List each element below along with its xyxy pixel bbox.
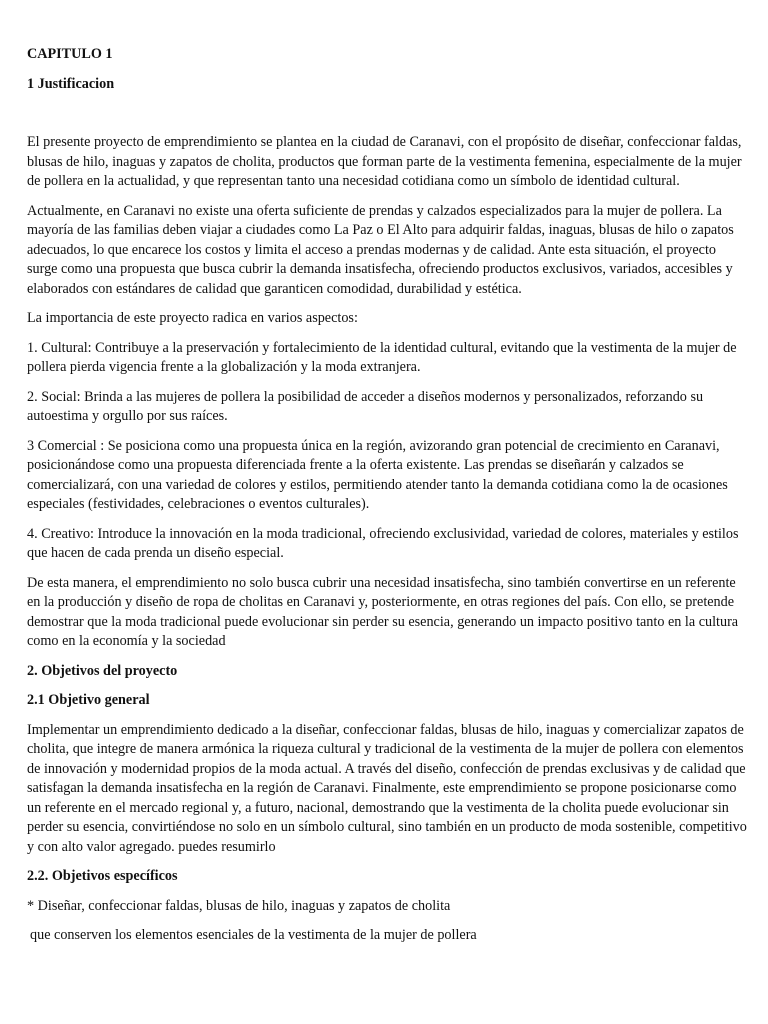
paragraph-importance: La importancia de este proyecto radica en varios aspectos: <box>27 310 358 326</box>
paragraph-objetivo-general: Implementar un emprendimiento dedicado a la diseñar, confeccionar faldas, blusas de hilo, inaguas y comercializar zapatos de cholita, que integre de manera armónica la riqueza cultural y tradicional de la vestimenta de la mujer de pollera con elementos de innovación y modernidad propios de la moda actual. A través del diseño, confección de prendas exclusivas y de calidad que satisfagan la demanda insatisfecha en la región de Caranavi. Finalmente, este emprendimiento se propone posicionarse como un referente en el mercado regional y, a futuro, nacional, demostrando que la vestimenta de la cholita puede evolucionar sin perder su esencia, convirtiéndose no solo en un símbolo cultural, sino también en un producto de moda sostenible, competitivo y con alto valor agregado. puedes resumirlo <box>27 721 747 855</box>
document-page <box>27 45 747 956</box>
list-item-social: 2. Social: Brinda a las mujeres de pollera la posibilidad de acceder a diseños modernos y personalizados, reforzando su autoestima y orgullo por sus raíces. <box>27 388 704 424</box>
bullet-item-continuation: que conserven los elementos esenciales de la vestimenta de la mujer de pollera <box>30 927 477 943</box>
objetivo-general-heading: 2.1 Objetivo general <box>27 692 150 708</box>
objetivos-especificos-heading: 2.2. Objetivos específicos <box>27 868 178 884</box>
list-item-cultural: 1. Cultural: Contribuye a la preservación y fortalecimiento de la identidad cultural, evitando que la vestimenta de la mujer de pollera pierda vigencia frente a la globalización y la moda extranjera. <box>27 339 737 375</box>
list-item-creativo: 4. Creativo: Introduce la innovación en la moda tradicional, ofreciendo exclusividad, variedad de colores, materiales y estilos que hacen de cada prenda un diseño especial. <box>27 525 739 561</box>
justificacion-heading: 1 Justificacion <box>27 75 115 92</box>
blank-gap <box>27 104 747 133</box>
paragraph-context: Actualmente, en Caranavi no existe una oferta suficiente de prendas y calzados especializados para la mujer de pollera. La mayoría de las familias deben viajar a ciudades como La Paz o El Alto para adquirir faldas, inaguas, blusas de hilo o zapatos adecuados, lo que encarece los costos y limita el acceso a prendas modernas y de calidad. Ante esta situación, el proyecto surge como una propuesta que busca cubrir la demanda insatisfecha, ofreciendo productos exclusivos, variados, accesibles y elaborados con estándares de calidad que garanticen comodidad, durabilidad y estética. <box>27 202 734 297</box>
list-item-comercial: 3 Comercial : Se posiciona como una propuesta única en la región, avizorando gran potencial de crecimiento en Caranavi, posicionándose como una propuesta diferenciada frente a la oferta existente. Las prendas se diseñarán y calzados se comercializará, con una variedad de colores y estilos, permitiendo atender tanto la demanda cotidiana como la de ocasiones especiales (festividades, celebraciones o eventos culturales). <box>27 437 728 512</box>
objetivos-heading: 2. Objetivos del proyecto <box>27 662 178 679</box>
paragraph-intro: El presente proyecto de emprendimiento se plantea en la ciudad de Caranavi, con el propósito de diseñar, confeccionar faldas, blusas de hilo, inaguas y zapatos de cholita, productos que forman parte de la vestimenta femenina, especialmente de la mujer de pollera en la actualidad, y que representan tanto una necesidad cotidiana como un símbolo de identidad cultural. <box>27 134 742 189</box>
chapter-heading: CAPITULO 1 <box>27 46 113 62</box>
bullet-item: * Diseñar, confeccionar faldas, blusas de hilo, inaguas y zapatos de cholita <box>27 897 451 914</box>
paragraph-conclusion: De esta manera, el emprendimiento no solo busca cubrir una necesidad insatisfecha, sino también convertirse en un referente en la producción y diseño de ropa de cholitas en Caranavi y, posteriormente, en otras regiones del país. Con ello, se pretende demostrar que la moda tradicional puede evolucionar sin perder su esencia, generando un impacto positivo tanto en la cultura como en la economía y la sociedad <box>27 574 739 649</box>
